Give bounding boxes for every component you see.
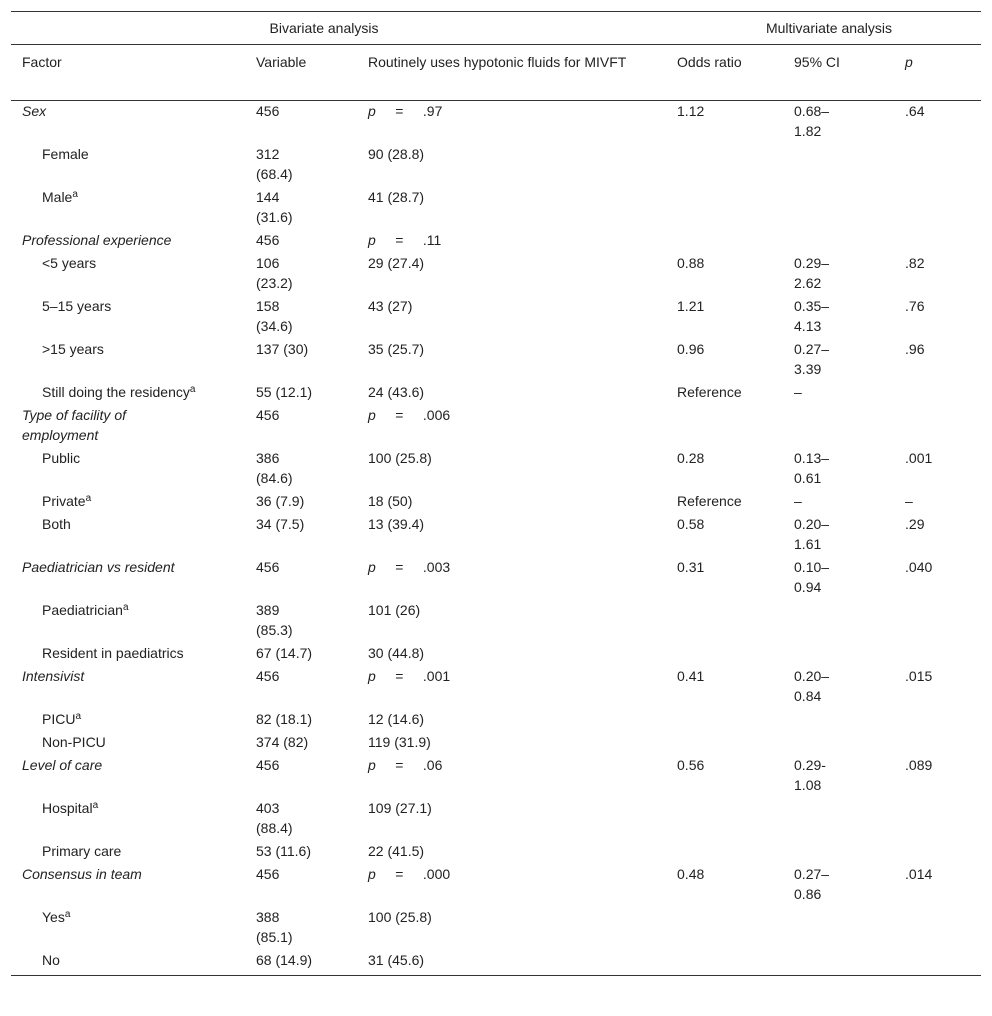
- variable-cell: 144 (31.6): [256, 189, 293, 225]
- level-name: Resident in paediatrics: [42, 645, 184, 661]
- p-header: p: [905, 45, 981, 101]
- p-value-cell: .76: [905, 298, 925, 314]
- odds-ratio-cell: 0.48: [677, 866, 705, 882]
- table-row: [11, 339, 981, 382]
- odds-ratio-cell: 0.58: [677, 516, 705, 532]
- level-name: <5 years: [42, 255, 97, 271]
- odds-ratio-cell: 1.12: [677, 103, 705, 119]
- p-value-cell: –: [905, 493, 913, 509]
- level-name: 5–15 years: [42, 298, 112, 314]
- table-row: [11, 514, 981, 557]
- table-row: [11, 296, 981, 339]
- odds-ratio-cell: 0.41: [677, 668, 705, 684]
- table-row: [11, 101, 981, 145]
- odds-ratio-cell: 0.31: [677, 559, 705, 575]
- table-row: [11, 841, 981, 864]
- hypotonic-cell: 100 (25.8): [368, 450, 432, 466]
- bivariate-p-cell: p = .06: [368, 757, 443, 773]
- hypotonic-cell: 29 (27.4): [368, 255, 425, 271]
- level-name: Primary care: [42, 843, 122, 859]
- table-row: [11, 382, 981, 405]
- hypotonic-cell: 22 (41.5): [368, 843, 425, 859]
- bivariate-p-cell: p = .001: [368, 668, 451, 684]
- level-name: >15 years: [42, 341, 104, 357]
- variable-cell: 388 (85.1): [256, 909, 293, 945]
- ci-cell: 0.27– 3.39: [794, 341, 830, 377]
- variable-cell: 456: [256, 103, 280, 119]
- hypotonic-cell: 119 (31.9): [368, 734, 431, 750]
- factor-name: Intensivist: [22, 668, 85, 684]
- results-table: [11, 11, 981, 976]
- level-name: Paediatrician$^a$: [42, 602, 129, 618]
- table-row: [11, 600, 981, 643]
- hypotonic-cell: 12 (14.6): [368, 711, 425, 727]
- level-name: Both: [42, 516, 71, 532]
- hypotonic-cell: 100 (25.8): [368, 909, 432, 925]
- table-row: [11, 755, 981, 798]
- variable-cell: 386 (84.6): [256, 450, 293, 486]
- variable-cell: 456: [256, 757, 280, 773]
- ci-cell: 0.27– 0.86: [794, 866, 830, 902]
- bivariate-p-cell: p = .11: [368, 232, 442, 248]
- table-row: [11, 557, 981, 600]
- variable-cell: 53 (11.6): [256, 843, 311, 859]
- p-value-cell: .015: [905, 668, 933, 684]
- table-row: [11, 230, 981, 253]
- odds-ratio-header: Odds ratio: [677, 45, 794, 101]
- bivariate-header: Bivariate analysis: [11, 12, 677, 45]
- variable-cell: 55 (12.1): [256, 384, 313, 400]
- level-name: PICU$^a$: [42, 711, 82, 727]
- odds-ratio-cell: 0.28: [677, 450, 705, 466]
- bivariate-p-cell: p = .006: [368, 407, 451, 423]
- p-value-cell: .001: [905, 450, 933, 466]
- table-row: [11, 144, 981, 187]
- level-name: No: [11, 950, 256, 976]
- hypotonic-cell: 30 (44.8): [368, 645, 425, 661]
- odds-ratio-cell: 0.56: [677, 757, 705, 773]
- factor-name: Sex: [22, 103, 47, 119]
- table-row: [11, 448, 981, 491]
- ci-cell: 0.20– 1.61: [794, 516, 830, 552]
- factor-name: Level of care: [22, 757, 103, 773]
- p-value-cell: .96: [905, 341, 925, 357]
- variable-cell: 456: [256, 866, 280, 882]
- table-row: [11, 643, 981, 666]
- hypotonic-cell: 13 (39.4): [368, 516, 425, 532]
- table-row: [11, 907, 981, 950]
- level-name: Private$^a$: [42, 493, 92, 509]
- factor-name: Consensus in team: [22, 866, 142, 882]
- hypotonic-cell: 90 (28.8): [368, 146, 425, 162]
- hypotonic-cell: 31 (45.6): [368, 950, 677, 976]
- table-row: [11, 491, 981, 514]
- odds-ratio-cell: Reference: [677, 384, 742, 400]
- p-value-cell: .014: [905, 866, 933, 882]
- table-row: [11, 253, 981, 296]
- variable-cell: 403 (88.4): [256, 800, 293, 836]
- level-name: Male$^a$: [42, 189, 78, 205]
- hypotonic-cell: 24 (43.6): [368, 384, 425, 400]
- variable-cell: 456: [256, 668, 280, 684]
- hypotonic-cell: 18 (50): [368, 493, 413, 509]
- odds-ratio-cell: Reference: [677, 493, 742, 509]
- variable-cell: 456: [256, 407, 280, 423]
- variable-cell: 389 (85.3): [256, 602, 293, 638]
- variable-cell: 137 (30): [256, 341, 309, 357]
- table-row: [11, 666, 981, 709]
- table-row: [11, 798, 981, 841]
- ci-cell: 0.20– 0.84: [794, 668, 830, 704]
- variable-cell: 374 (82): [256, 734, 309, 750]
- table-row: [11, 864, 981, 907]
- ci-cell: 0.29- 1.08: [794, 757, 826, 793]
- ci-cell: 0.68– 1.82: [794, 103, 830, 139]
- variable-cell: 82 (18.1): [256, 711, 313, 727]
- factor-name: Professional experience: [22, 232, 172, 248]
- variable-cell: 456: [256, 559, 280, 575]
- ci-cell: –: [794, 384, 802, 400]
- multivariate-header: Multivariate analysis: [677, 12, 981, 45]
- ci-cell: 0.10– 0.94: [794, 559, 830, 595]
- ci-header: 95% CI: [794, 45, 905, 101]
- level-name: Still doing the residency$^a$: [42, 384, 196, 400]
- p-value-cell: .82: [905, 255, 925, 271]
- level-name: Yes$^a$: [42, 909, 71, 925]
- hypotonic-cell: 43 (27): [368, 298, 413, 314]
- group-header-row: [11, 12, 981, 45]
- variable-cell: 68 (14.9): [256, 950, 368, 976]
- variable-cell: 34 (7.5): [256, 516, 305, 532]
- factor-name: Type of facility of employment: [22, 407, 127, 443]
- bivariate-p-cell: p = .003: [368, 559, 451, 575]
- table-row: [11, 709, 981, 732]
- bivariate-p-cell: p = .97: [368, 103, 443, 119]
- level-name: Non-PICU: [42, 734, 106, 750]
- bivariate-p-cell: p = .000: [368, 866, 451, 882]
- ci-cell: 0.35– 4.13: [794, 298, 830, 334]
- hypotonic-cell: 41 (28.7): [368, 189, 425, 205]
- variable-cell: 36 (7.9): [256, 493, 305, 509]
- odds-ratio-cell: 1.21: [677, 298, 705, 314]
- p-value-cell: .089: [905, 757, 933, 773]
- factor-header: Factor: [11, 45, 256, 101]
- hypotonic-cell: 109 (27.1): [368, 800, 432, 816]
- table-row: [11, 405, 981, 448]
- level-name: Public: [42, 450, 81, 466]
- p-value-cell: .64: [905, 103, 925, 119]
- hypotonic-header: Routinely uses hypotonic fluids for MIVFT: [368, 45, 677, 101]
- table-row: [11, 950, 981, 976]
- p-value-cell: .040: [905, 559, 933, 575]
- column-header-row: [11, 45, 981, 101]
- p-value-cell: .29: [905, 516, 925, 532]
- level-name: Hospital$^a$: [42, 800, 99, 816]
- hypotonic-cell: 35 (25.7): [368, 341, 425, 357]
- factor-name: Paediatrician vs resident: [22, 559, 175, 575]
- odds-ratio-cell: 0.88: [677, 255, 705, 271]
- ci-cell: 0.13– 0.61: [794, 450, 830, 486]
- hypotonic-cell: 101 (26): [368, 602, 421, 618]
- variable-header: Variable: [256, 45, 368, 101]
- table-row: [11, 732, 981, 755]
- variable-cell: 312 (68.4): [256, 146, 293, 182]
- ci-cell: 0.29– 2.62: [794, 255, 830, 291]
- table-row: [11, 187, 981, 230]
- variable-cell: 456: [256, 232, 280, 248]
- ci-cell: –: [794, 493, 802, 509]
- level-name: Female: [42, 146, 89, 162]
- variable-cell: 158 (34.6): [256, 298, 293, 334]
- variable-cell: 67 (14.7): [256, 645, 313, 661]
- odds-ratio-cell: 0.96: [677, 341, 705, 357]
- variable-cell: 106 (23.2): [256, 255, 293, 291]
